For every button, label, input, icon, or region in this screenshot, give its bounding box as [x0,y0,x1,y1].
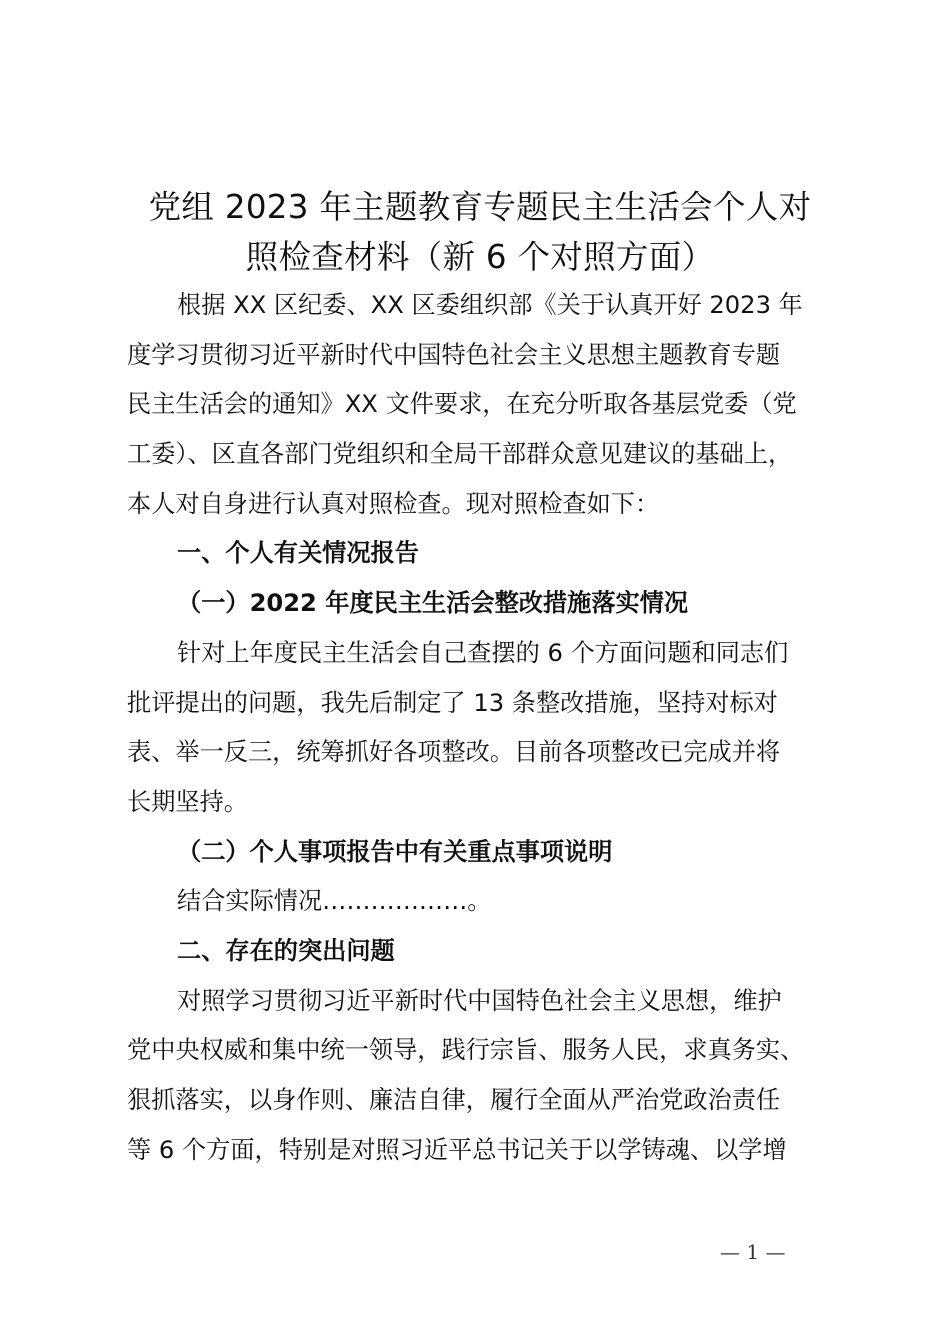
subsection-heading-1-1: （一）2022 年度民主生活会整改措施落实情况 [177,589,689,617]
page-number: — 1 — [720,1240,786,1264]
paragraph-line: 对照学习贯彻习近平新时代中国特色社会主义思想，维护 [177,987,782,1015]
paragraph-line: 批评提出的问题，我先后制定了 13 条整改措施，坚持对标对 [127,689,778,717]
section-heading-2: 二、存在的突出问题 [177,937,395,965]
paragraph-line: 长期坚持。 [127,788,248,816]
paragraph-line: 党中央权威和集中统一领导，践行宗旨、服务人民，求真务实、 [127,1036,805,1064]
paragraph-line: 结合实际情况………………。 [177,887,492,915]
title-line-2: 照检查材料（新 6 个对照方面） [245,238,715,276]
paragraph-line: 表、举一反三，统筹抓好各项整改。目前各项整改已完成并将 [127,738,781,766]
intro-line: 本人对自身进行认真对照检查。现对照检查如下： [127,490,660,518]
paragraph-line: 针对上年度民主生活会自己查摆的 6 个方面问题和同志们 [177,639,789,667]
intro-line: 工委）、区直各部门党组织和全局干部群众意见建议的基础上， [127,440,793,468]
paragraph-line: 等 6 个方面，特别是对照习近平总书记关于以学铸魂、以学增 [127,1136,787,1164]
intro-line: 民主生活会的通知》XX 文件要求，在充分听取各基层党委（党 [127,390,797,418]
section-heading-1: 一、个人有关情况报告 [177,539,419,567]
intro-line: 根据 XX 区纪委、XX 区委组织部《关于认真开好 2023 年 [177,291,803,319]
subsection-heading-1-2: （二）个人事项报告中有关重点事项说明 [177,838,613,866]
document-title [80,182,880,282]
intro-line: 度学习贯彻习近平新时代中国特色社会主义思想主题教育专题 [127,341,781,369]
title-line-1: 党组 2023 年主题教育专题民主生活会个人对 [148,188,812,226]
paragraph-line: 狠抓落实，以身作则、廉洁自律，履行全面从严治党政治责任 [127,1086,781,1114]
